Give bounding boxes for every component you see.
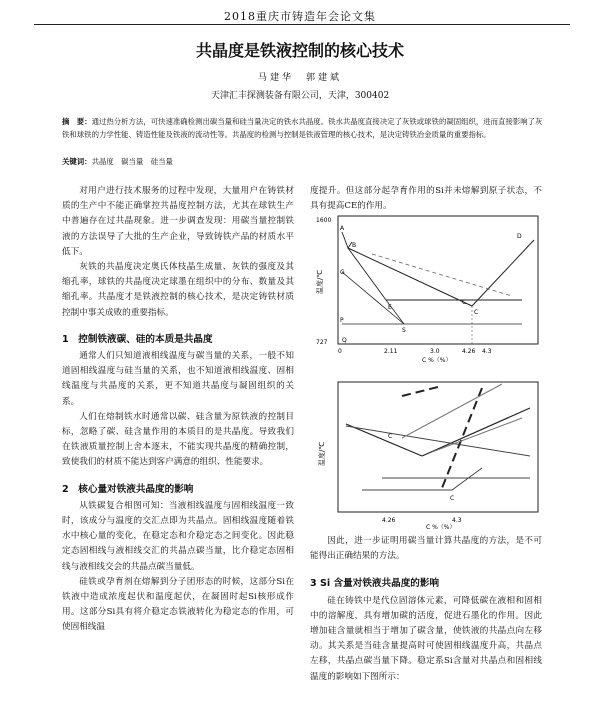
plot-frame [338,216,538,344]
dashed-upper-line [402,386,442,396]
point-c-upper: C [388,433,393,440]
lower-solidus-2 [362,468,482,490]
point-q: Q [342,337,347,344]
section-2-paragraph-2: 硅铁或孕育剂在熔解到分子团形态的时候，这部分Si在铁液中造成浓度起伏和温度起伏，在凝固时起Si核形成作用。这部分Si具有将介稳定态铁液转化为稳定态的作用，可使固相线温 [62,576,294,633]
y-top-label: 1600 [316,217,332,224]
plot-frame-2 [338,382,538,512]
x-tick-2: 3.0 [430,348,440,355]
liquidus-right-2 [422,408,530,456]
section-1-heading: 1 控制铁液碳、硅的本质是共晶度 [62,333,213,345]
a3-line [342,272,404,324]
intro-paragraph-1: 对用户进行技术服务的过程中发现，大量用户在铸铁材质的生产中不能正确掌控共晶度控制方法，尤其在球铁生产中普遍存在过共晶现象。进一步调查发现：用碳当量控制铁液的方法误导了大批的生产企业，导致铸铁产品的材质水平低下。 [62,186,294,257]
solidus-line-2 [346,426,530,456]
figure-conclusion-paragraph: 因此，进一步证明用碳当量计算共晶度的方法，是不可能得出正确结果的方法。 [310,536,542,562]
section-2-paragraph-1: 从铁碳复合相图可知：当液相线温度与固相线温度一致时，该成分与温度的交汇点即为共晶点。固相线温度随着铁水中核心量的变化，在稳定态和介稳定态之间变化。因此稳定态固相线与液相线交汇的共晶点碳当量，比介稳定态固相线与液相线交会的共晶点碳当量低。 [62,500,294,572]
liquidus-left [348,248,472,306]
point-b: B [352,242,357,249]
point-p: P [340,317,344,324]
solidus-austenite [348,248,386,300]
y-axis-label: 温度/℃ [316,269,324,294]
y-axis-label-2: 温度/℃ [318,441,326,466]
point-e: E [388,304,392,311]
keywords-text: 共晶度 碳当量 硅当量 [91,157,173,166]
left-column [62,184,294,636]
fe-c-phase-diagram [312,214,544,364]
point-s: S [402,327,406,334]
right-column-lower [310,534,542,685]
stable-liquidus-dashed [372,254,512,296]
x-tick-1: 2.11 [384,348,398,355]
section-3-paragraph-1: 硅在铸铁中是代位固溶体元素，可降低碳在液相和固相中的溶解度，具有增加碳的活度，促进石墨化的作用。因此增加硅含量就相当于增加了碳含量，使铁液的共晶点向左移动。其关系是当硅含量提高时可使固相线温度升高，共晶点左移，共晶点碳当量下降。稳定系Si含量对共晶点和固相线温度的影响如下图所示： [310,595,542,682]
x-axis-label: C %（%） [422,357,452,364]
section-1-paragraph-2: 人们在熔制铁水时通常以碳、硅含量为原铁液的控制目标，忽略了碳、硅含量作用的本质目的是共晶度。导致我们在铁液质量控制上舍本逐末，不能实现共晶度的精确控制，致使我们的材质不能达到客户满意的组织、性能要求。 [62,411,294,468]
author-names: 马建华 郭建斌 [257,73,342,83]
point-c-metastable: C [462,299,467,306]
eutectic-detail-diagram [312,378,544,530]
header-rule [34,24,570,25]
liquidus-left-2 [346,424,422,456]
section-3-heading: 3 Si 含量对铁液共晶度的影响 [310,578,440,590]
x-tick-4: 4.3 [482,348,492,355]
y-bottom-label: 727 [316,339,328,346]
abstract-block [62,116,544,141]
x-tick-2-0: 4.26 [382,517,396,524]
point-d: D [517,233,522,240]
section-2-heading: 2 核心量对铁液共晶度的影响 [62,483,194,495]
x-tick-3: 4.26 [462,348,476,355]
abstract-text: 通过热分析方法，可快速准确检测出碳当量和硅当量决定的铁水共晶度。铁水共晶度直接决定了灰铁或球铁的凝固组织，进而直接影响了灰铁和球铁的力学性能、铸造性能及铁液的流动性等。共晶度的检测与控制是铁液管理的核心技术，是决定铸铁冶金质量的重要指标。 [62,117,543,139]
delta-region-line [342,232,352,248]
point-a: A [340,225,345,232]
running-header: 2018重庆市铸造年会论文集 [224,10,376,23]
point-c-lower: C [450,495,455,502]
x-tick-0: 0 [338,348,342,355]
section-1-paragraph-1: 通常人们只知道液相线温度与碳当量的关系，一般不知道固相线温度与硅当量的关系，也不知道液相线温度、固相线温度与共晶度的关系，更不知道共晶度与凝固组织的关系。 [62,351,294,407]
affiliation: 天津汇丰探测装备有限公司，天津，300402 [210,91,390,101]
liquidus-right [472,240,534,306]
point-c-stable: C [474,309,479,316]
abstract-label: 摘 要： [62,117,92,126]
keywords-block [62,156,542,167]
paper-title: 共晶度是铁液控制的核心技术 [195,41,404,60]
x-axis-label-2: C %（%） [426,524,456,530]
intro-paragraph-2: 灰铁的共晶度决定奥氏体枝晶生成量、灰铁的强度及其缩孔率，球铁的共晶度决定球墨在组织中的分布、数量及其缩孔率。共晶度才是铁液控制的核心技术，是决定铸铁材质控制中事关成败的重要指标。 [62,262,294,318]
right-column-continuation: 度提升。但这部分起孕育作用的Si并未熔解到原子状态，不具有提高CE的作用。 [310,186,542,212]
keywords-label: 关键词： [62,157,92,166]
point-g: G [340,269,345,276]
x-tick-2-1: 4.3 [452,517,462,524]
